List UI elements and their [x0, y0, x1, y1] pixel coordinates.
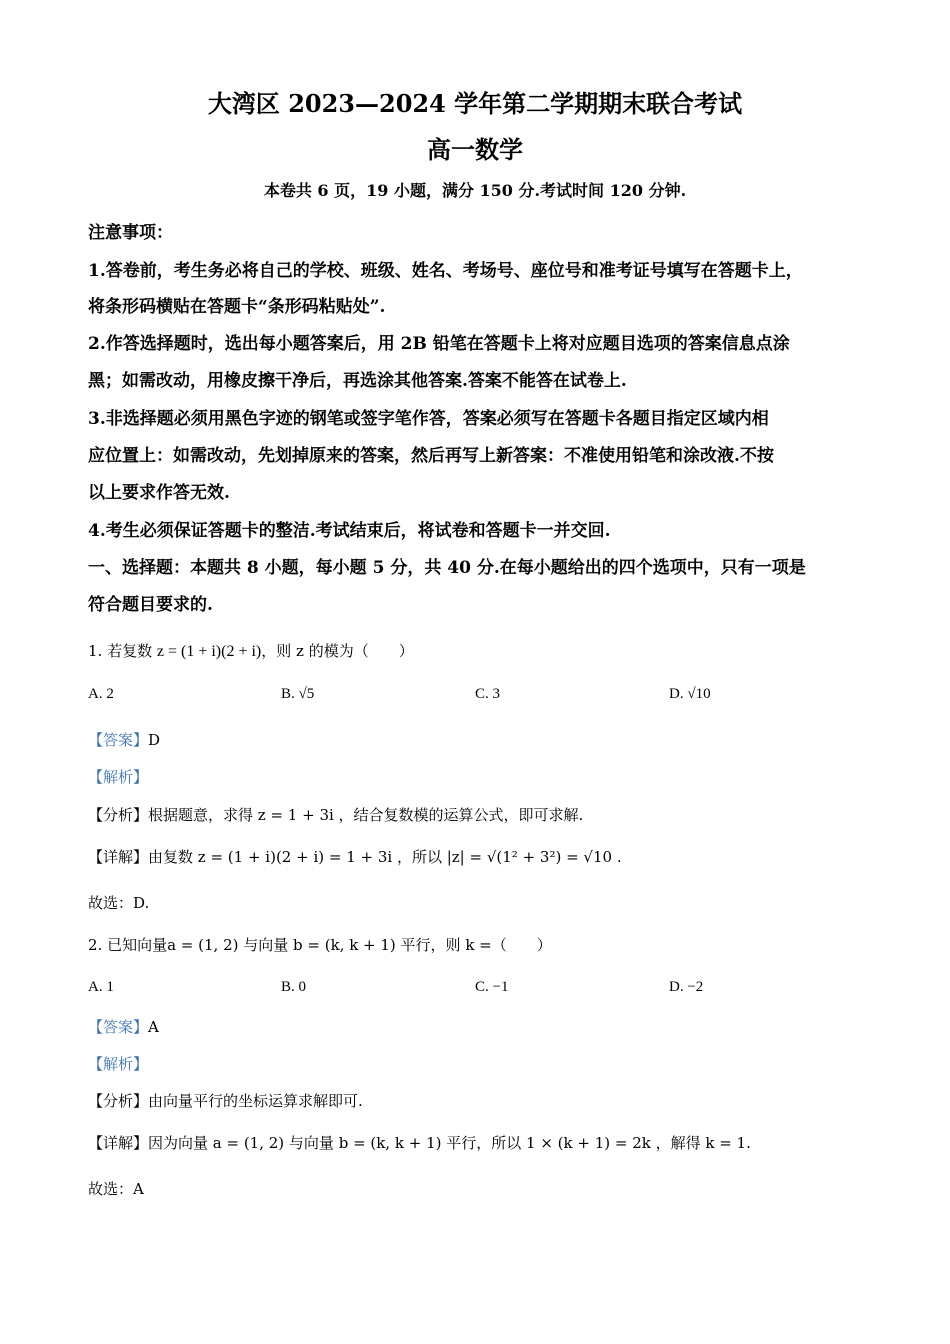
q1-suffix: ，则 z 的模为（ ）: [261, 642, 414, 660]
fenxi-tag: 【分析】: [88, 1092, 149, 1110]
answer-value: A: [148, 1018, 159, 1036]
q1-conclusion: 故选：D.: [88, 894, 150, 912]
q2-option-d: D. −2: [669, 979, 704, 995]
q2-prefix: 2. 已知向量: [88, 936, 168, 954]
question-2: [88, 934, 552, 955]
q1-option-a: A. 2: [88, 686, 114, 702]
fenxi-text: 由向量平行的坐标运算求解即可.: [148, 1092, 363, 1110]
q2-option-b: B. 0: [281, 979, 307, 995]
detail-text: 由复数 z = (1 + i)(2 + i) = 1 + 3i ，所以 |z| = √(1² + 3²) = √10 .: [148, 848, 622, 866]
fenxi-text: 根据题意，求得 z = 1 + 3i ，结合复数模的运算公式，即可求解.: [148, 806, 584, 824]
fenxi-tag: 【分析】: [88, 806, 149, 824]
note-line: 以上要求作答无效.: [88, 483, 230, 503]
question-1: [88, 640, 414, 661]
q2-analysis-tag: 【解析】: [88, 1055, 149, 1073]
note-line: 4.考生必须保证答题卡的整洁.考试结束后，将试卷和答题卡一并交回.: [88, 521, 611, 541]
answer-value: D: [148, 731, 161, 749]
q2-detail: [88, 1132, 751, 1153]
exam-info: 本卷共 6 页，19 小题，满分 150 分.考试时间 120 分钟.: [263, 181, 687, 200]
exam-title: 大湾区 2023—2024 学年第二学期期末联合考试: [207, 89, 743, 118]
note-line: 将条形码横贴在答题卡“条形码粘贴处”.: [88, 297, 386, 317]
note-line: 1.答卷前，考生务必将自己的学校、班级、姓名、考场号、座位号和准考证号填写在答题卡上，: [88, 261, 803, 281]
detail-tag: 【详解】: [88, 1134, 149, 1152]
note-line: 黑；如需改动，用橡皮擦干净后，再选涂其他答案.答案不能答在试卷上.: [88, 371, 627, 391]
detail-tag: 【详解】: [88, 848, 149, 866]
q1-answer: [88, 729, 160, 750]
q2-option-a: A. 1: [88, 979, 114, 995]
answer-tag: 【答案】: [88, 1018, 149, 1036]
q1-expr: z = (1 + i)(2 + i): [156, 643, 262, 660]
detail-text: 因为向量 a = (1, 2) 与向量 b = (k, k + 1) 平行，所以 1 × (k + 1) = 2k ，解得 k = 1.: [148, 1134, 751, 1152]
q1-option-b: B. √5: [281, 686, 315, 702]
section-heading: 一、选择题：本题共 8 小题，每小题 5 分，共 40 分.在每小题给出的四个选项中，只有一项是: [88, 558, 806, 578]
exam-subject: 高一数学: [427, 135, 523, 164]
note-line: 2.作答选择题时，选出每小题答案后，用 2B 铅笔在答题卡上将对应题目选项的答案信息点涂: [88, 334, 790, 354]
q1-option-d: D. √10: [669, 686, 711, 702]
notes-heading: 注意事项：: [88, 223, 173, 243]
q1-detail: [88, 846, 622, 867]
answer-tag: 【答案】: [88, 731, 149, 749]
q1-option-c: C. 3: [475, 686, 501, 702]
note-line: 应位置上：如需改动，先划掉原来的答案，然后再写上新答案：不准使用铅笔和涂改液.不按: [88, 446, 774, 466]
q2-expr: a = (1, 2) 与向量 b = (k, k + 1) 平行，则 k =（ ）: [167, 936, 552, 954]
q2-fenxi: [88, 1090, 363, 1111]
q1-prefix: 1. 若复数: [88, 642, 153, 660]
q2-option-c: C. −1: [475, 979, 509, 995]
q1-analysis-tag: 【解析】: [88, 768, 149, 786]
q1-fenxi: [88, 804, 583, 825]
q2-conclusion: 故选：A: [88, 1180, 144, 1198]
note-line: 3.非选择题必须用黑色字迹的钢笔或签字笔作答，答案必须写在答题卡各题目指定区域内相: [88, 409, 769, 429]
q2-answer: [88, 1016, 159, 1037]
section-heading-cont: 符合题目要求的.: [88, 595, 213, 615]
